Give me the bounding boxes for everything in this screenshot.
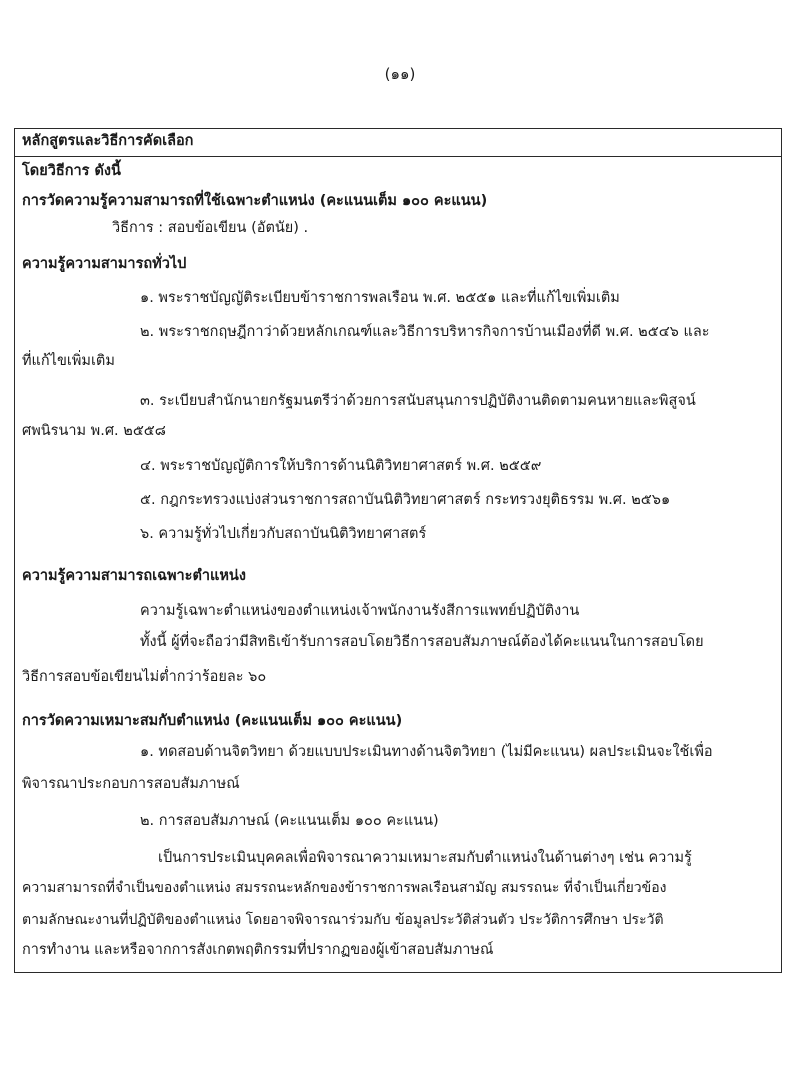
written-exam-method: วิธีการ : สอบข้อเขียน (อัตนัย) . — [112, 220, 309, 236]
specific-knowledge-heading: ความรู้ความสามารถเฉพาะตำแหน่ง — [22, 568, 246, 584]
psychology-test-line-1: ๑. ทดสอบด้านจิตวิทยา ด้วยแบบประเมินทางด้านจิตวิทยา (ไม่มีคะแนน) ผลประเมินจะใช้เพื่อ — [140, 744, 713, 760]
selection-criteria-box — [14, 128, 782, 973]
interview-desc-line-4: การทำงาน และหรือจากการสังเกตพฤติกรรมที่ปรากฏของผู้เข้าสอบสัมภาษณ์ — [22, 942, 494, 958]
interview-desc-line-3: ตามลักษณะงานที่ปฏิบัติของตำแหน่ง โดยอาจพิจารณาร่วมกับ ข้อมูลประวัติส่วนตัว ประวัติการศึกษา ประวัติ — [22, 912, 664, 928]
interview-heading: ๒. การสอบสัมภาษณ์ (คะแนนเต็ม ๑๐๐ คะแนน) — [140, 813, 439, 829]
general-item-2: ๒. พระราชกฤษฎีกาว่าด้วยหลักเกณฑ์และวิธีการบริหารกิจการบ้านเมืองที่ดี พ.ศ. ๒๕๔๖ และ — [140, 324, 710, 340]
written-exam-threshold-line-1: ทั้งนี้ ผู้ที่จะถือว่ามีสิทธิเข้ารับการสอบโดยวิธีการสอบสัมภาษณ์ต้องได้คะแนนในการสอบโดย — [140, 634, 704, 650]
general-item-3: ๓. ระเบียบสำนักนายกรัฐมนตรีว่าด้วยการสนับสนุนการปฏิบัติงานติดตามคนหายและพิสูจน์ — [140, 393, 696, 409]
psychology-test-line-2: พิจารณาประกอบการสอบสัมภาษณ์ — [22, 776, 240, 792]
section-title: หลักสูตรและวิธีการคัดเลือก — [22, 133, 194, 149]
interview-desc-line-1: เป็นการประเมินบุคคลเพื่อพิจารณาความเหมาะสมกับตำแหน่งในด้านต่างๆ เช่น ความรู้ — [158, 850, 692, 866]
general-knowledge-heading: ความรู้ความสามารถทั่วไป — [22, 256, 187, 272]
knowledge-assessment-heading: การวัดความรู้ความสามารถที่ใช้เฉพาะตำแหน่ง (คะแนนเต็ม ๑๐๐ คะแนน) — [22, 193, 488, 209]
specific-knowledge-text: ความรู้เฉพาะตำแหน่งของตำแหน่งเจ้าพนักงานรังสีการแพทย์ปฏิบัติงาน — [140, 603, 580, 619]
general-item-1: ๑. พระราชบัญญัติระเบียบข้าราชการพลเรือน พ.ศ. ๒๕๕๑ และที่แก้ไขเพิ่มเติม — [140, 290, 620, 306]
general-item-6: ๖. ความรู้ทั่วไปเกี่ยวกับสถาบันนิติวิทยาศาสตร์ — [140, 526, 427, 542]
suitability-assessment-heading: การวัดความเหมาะสมกับตำแหน่ง (คะแนนเต็ม ๑๐๐ คะแนน) — [22, 713, 403, 729]
general-item-4: ๔. พระราชบัญญัติการให้บริการด้านนิติวิทยาศาสตร์ พ.ศ. ๒๕๕๙ — [140, 458, 542, 474]
general-item-5: ๕. กฎกระทรวงแบ่งส่วนราชการสถาบันนิติวิทยาศาสตร์ กระทรวงยุติธรรม พ.ศ. ๒๕๖๑ — [140, 492, 671, 508]
general-item-3-continuation: ศพนิรนาม พ.ศ. ๒๕๕๘ — [22, 423, 166, 439]
written-exam-threshold-line-2: วิธีการสอบข้อเขียนไม่ต่ำกว่าร้อยละ ๖๐ — [22, 669, 267, 685]
general-item-2-continuation: ที่แก้ไขเพิ่มเติม — [22, 353, 115, 369]
method-heading: โดยวิธีการ ดังนี้ — [22, 163, 121, 179]
page-number: (๑๑) — [384, 65, 416, 83]
interview-desc-line-2: ความสามารถที่จำเป็นของตำแหน่ง สมรรถนะหลักของข้าราชการพลเรือนสามัญ สมรรถนะ ที่จำเป็นเกี่ยวข้อง — [22, 880, 667, 896]
